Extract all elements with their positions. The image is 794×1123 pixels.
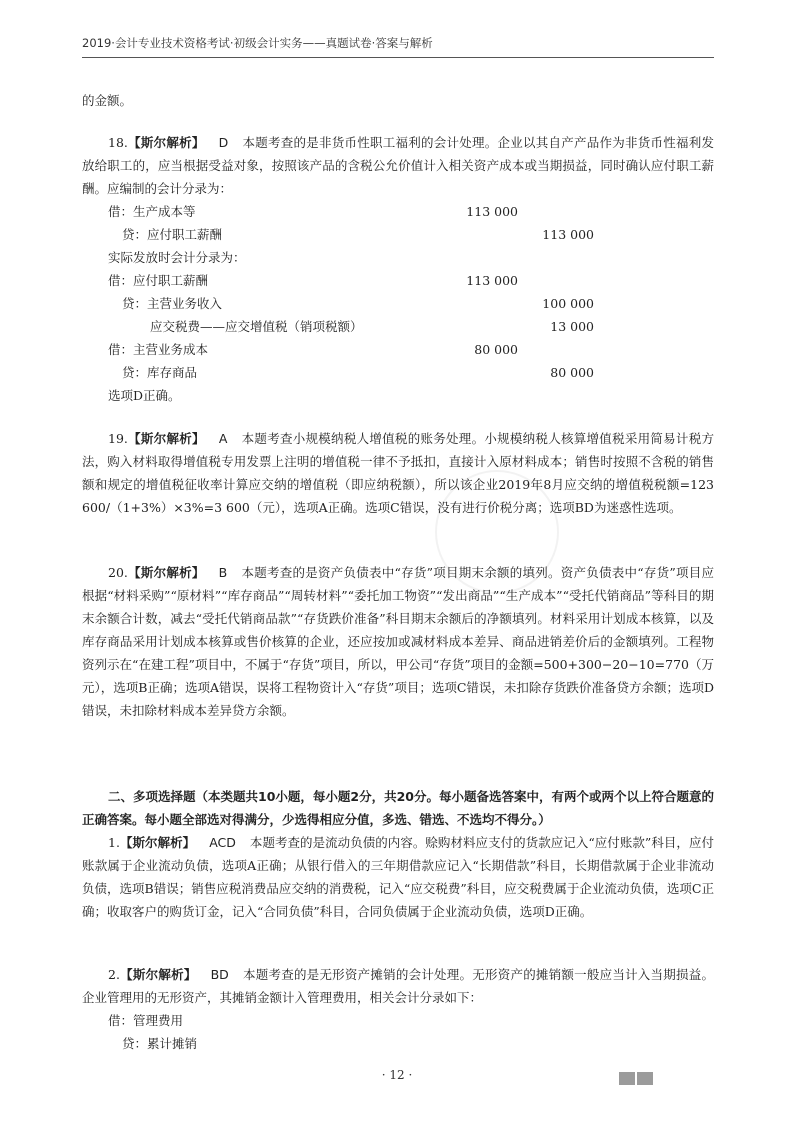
footer-decoration xyxy=(619,1072,635,1085)
answer-18-number: 18. xyxy=(108,135,128,150)
answer-m2-label: 【斯尔解析】 xyxy=(119,967,197,982)
answer-19 xyxy=(82,427,714,519)
answer-m2-text: 本题考查的是无形资产摊销的会计处理。无形资产的摊销额一般应当计入当期损益。企业管理用的无形资产，其摊销金额计入管理费用，相关会计分录如下： xyxy=(82,967,714,1005)
journal-line xyxy=(82,200,714,223)
journal-amount: 13 000 xyxy=(550,319,594,334)
journal-line xyxy=(82,315,714,338)
answer-20 xyxy=(82,561,714,722)
answer-18-paragraph xyxy=(82,131,714,200)
answer-20-text: 本题考查的是资产负债表中“存货”项目期末余额的填列。资产负债表中“存货”项目应根据“材料采购”“原材料”“库存商品”“周转材料”“委托加工物资”“发出商品”“生产成本”“受托代销商品”等科目的期末余额合计数，减去“受托代销商品款”“存货跌价准备”科目期末余额后的净额填列。材料采用计划成本核算，以及库存商品采用计划成本核算或售价核算的企业，还应按加或减材料成本差异、商品进销差价后的金额填列。工程物资列示在“在建工程”项目中，不属于“存货”项目，所以，甲公司“存货”项目的金额=500+300−20−10=770（万元），选项B正确；选项A错误，误将工程物资计入“存货”项目；选项C错误，未扣除存货跌价准备贷方余额；选项D错误，未扣除材料成本差异贷方余额。 xyxy=(82,565,714,718)
watermark-seal xyxy=(435,470,559,594)
answer-m2-choice: BD xyxy=(210,967,229,982)
journal-line xyxy=(82,292,714,315)
answer-18-conclusion: 选项D正确。 xyxy=(108,388,181,403)
journal-line xyxy=(82,361,714,384)
journal-amount: 113 000 xyxy=(542,227,594,242)
answer-m2-number: 2. xyxy=(108,967,120,982)
journal-account: 借：应付职工薪酬 xyxy=(108,273,209,288)
answer-m1-text: 本题考查的是流动负债的内容。赊购材料应支付的货款应记入“应付账款”科目，应付账款属于企业流动负债，选项A正确；从银行借入的三年期借款应记入“长期借款”科目，长期借款属于企业非流动负债，选项B错误；销售应税消费品应交纳的消费税，记入“应交税费”科目，应交税费属于企业流动负债，选项C正确；收取客户的购货订金，记入“合同负债”科目，合同负债属于企业流动负债，选项D正确。 xyxy=(82,835,714,919)
intro-text: 的金额。 xyxy=(82,93,133,108)
answer-m1-paragraph xyxy=(82,831,714,923)
journal-account: 贷：主营业务收入 xyxy=(122,296,223,311)
answer-19-choice: A xyxy=(218,431,228,446)
answer-20-number: 20. xyxy=(108,565,128,580)
journal-account: 贷：库存商品 xyxy=(122,365,198,380)
continuation-text xyxy=(82,89,714,112)
footer-decoration xyxy=(637,1072,653,1085)
journal-line xyxy=(82,223,714,246)
answer-20-paragraph xyxy=(82,561,714,722)
answer-18 xyxy=(82,131,714,407)
journal-amount: 80 000 xyxy=(550,365,594,380)
journal-line xyxy=(82,338,714,361)
journal-note xyxy=(82,246,714,269)
answer-19-number: 19. xyxy=(108,431,128,446)
journal-account: 借：管理费用 xyxy=(108,1013,184,1028)
answer-m2 xyxy=(82,963,714,1055)
answer-m2-paragraph xyxy=(82,963,714,1009)
answer-18-label: 【斯尔解析】 xyxy=(127,135,205,150)
answer-m1-choice: ACD xyxy=(209,835,236,850)
answer-19-paragraph xyxy=(82,427,714,519)
journal-account: 应交税费——应交增值税（销项税额） xyxy=(150,319,363,334)
answer-19-text: 本题考查小规模纳税人增值税的账务处理。小规模纳税人核算增值税采用简易计税方法，购入材料取得增值税专用发票上注明的增值税一律不予抵扣，直接计入原材料成本；销售时按照不含税的销售额和规定的增值税征收率计算应交纳的增值税（即应纳税额），所以该企业2019年8月应交纳的增值税税额=123 600/（1+3%）×3%=3 600（元），选项A正确。选项C错误，没有进行价税分离；选项BD为迷惑性选项。 xyxy=(82,431,714,515)
journal-account: 借：生产成本等 xyxy=(108,204,196,219)
journal-line xyxy=(82,1032,714,1055)
journal-amount: 80 000 xyxy=(474,342,518,357)
answer-m1-label: 【斯尔解析】 xyxy=(119,835,196,850)
journal-account: 借：主营业务成本 xyxy=(108,342,209,357)
journal-amount: 113 000 xyxy=(466,204,518,219)
journal-account: 贷：应付职工薪酬 xyxy=(122,227,223,242)
answer-18-text: 本题考查的是非货币性职工福利的会计处理。企业以其自产产品作为非货币性福利发放给职工的，应当根据受益对象，按照该产品的含税公允价值计入相关资产成本或当期损益，同时确认应付职工薪酬。应编制的会计分录为： xyxy=(82,135,714,196)
answer-20-choice: B xyxy=(218,565,228,580)
journal-note-text: 实际发放时会计分录为： xyxy=(108,250,246,265)
page-number: · 12 · xyxy=(381,1068,413,1082)
journal-amount: 113 000 xyxy=(466,273,518,288)
answer-19-label: 【斯尔解析】 xyxy=(127,431,205,446)
answer-m1-number: 1. xyxy=(108,835,120,850)
journal-account: 贷：累计摊销 xyxy=(122,1036,198,1051)
running-header: 2019·会计专业技术资格考试·初级会计实务——真题试卷·答案与解析 xyxy=(82,35,714,58)
journal-amount: 100 000 xyxy=(542,296,594,311)
journal-line xyxy=(82,269,714,292)
journal-conclusion xyxy=(82,384,714,407)
section-title: 二、多项选择题（本类题共10小题，每小题2分，共20分。每小题备选答案中，有两个或两个以上符合题意的正确答案。每小题全部选对得满分，少选得相应分值，多选、错选、不选均不得分。） xyxy=(82,789,714,827)
journal-line xyxy=(82,1009,714,1032)
section-multiple-choice xyxy=(82,785,714,923)
answer-20-label: 【斯尔解析】 xyxy=(127,565,205,580)
answer-18-choice: D xyxy=(218,135,229,150)
